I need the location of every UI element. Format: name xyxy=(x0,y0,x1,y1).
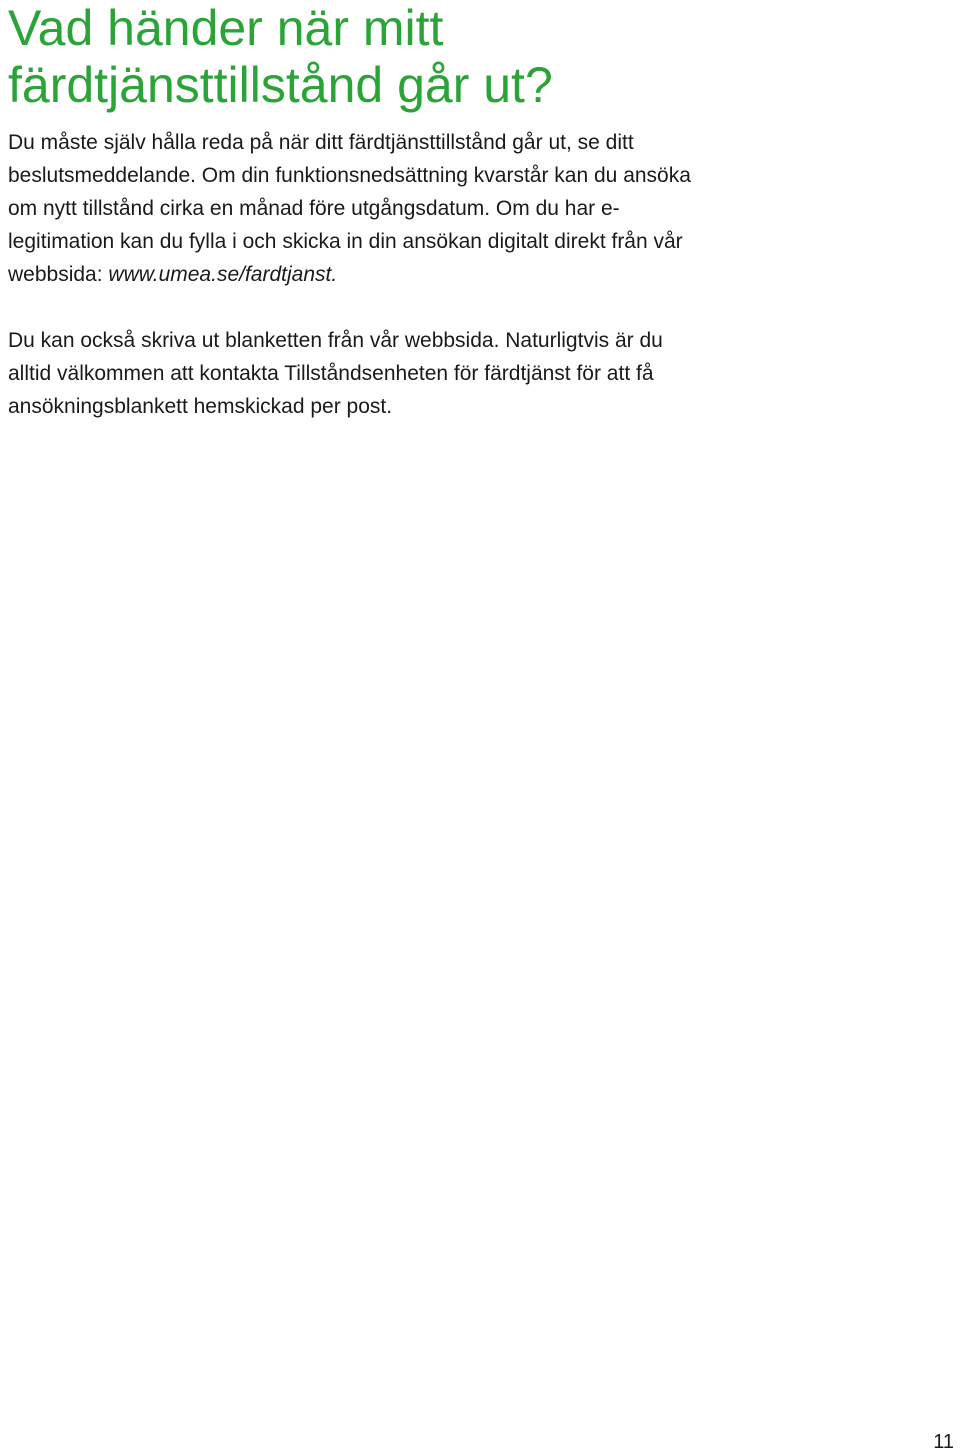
website-prefix-text: webbsida: xyxy=(8,263,109,286)
info-paragraph-print-form xyxy=(8,324,948,423)
website-link[interactable]: www.umea.se/fardtjanst. xyxy=(108,263,338,286)
paragraph-line: legitimation kan du fylla i och skicka in din ansökan digitalt direkt från vår xyxy=(8,230,683,253)
page-title-line-2: färdtjänsttillstånd går ut? xyxy=(8,57,553,113)
paragraph-line xyxy=(8,258,948,291)
paragraph-line: Du kan också skriva ut blanketten från vår webbsida. Naturligtvis är du xyxy=(8,329,663,352)
page-title xyxy=(8,0,948,114)
paragraph-line: om nytt tillstånd cirka en månad före utgångsdatum. Om du har e- xyxy=(8,197,620,220)
page-title-line-1: Vad händer när mitt xyxy=(8,0,444,56)
page-number: 11 xyxy=(933,1431,954,1453)
paragraph-line: Du måste själv hålla reda på när ditt färdtjänsttillstånd går ut, se ditt xyxy=(8,131,634,154)
paragraph-line: alltid välkommen att kontakta Tillståndsenheten för färdtjänst för att få xyxy=(8,362,654,385)
info-paragraph-renewal xyxy=(8,126,948,291)
paragraph-line: ansökningsblankett hemskickad per post. xyxy=(8,395,393,418)
paragraph-line: beslutsmeddelande. Om din funktionsnedsättning kvarstår kan du ansöka xyxy=(8,164,691,187)
